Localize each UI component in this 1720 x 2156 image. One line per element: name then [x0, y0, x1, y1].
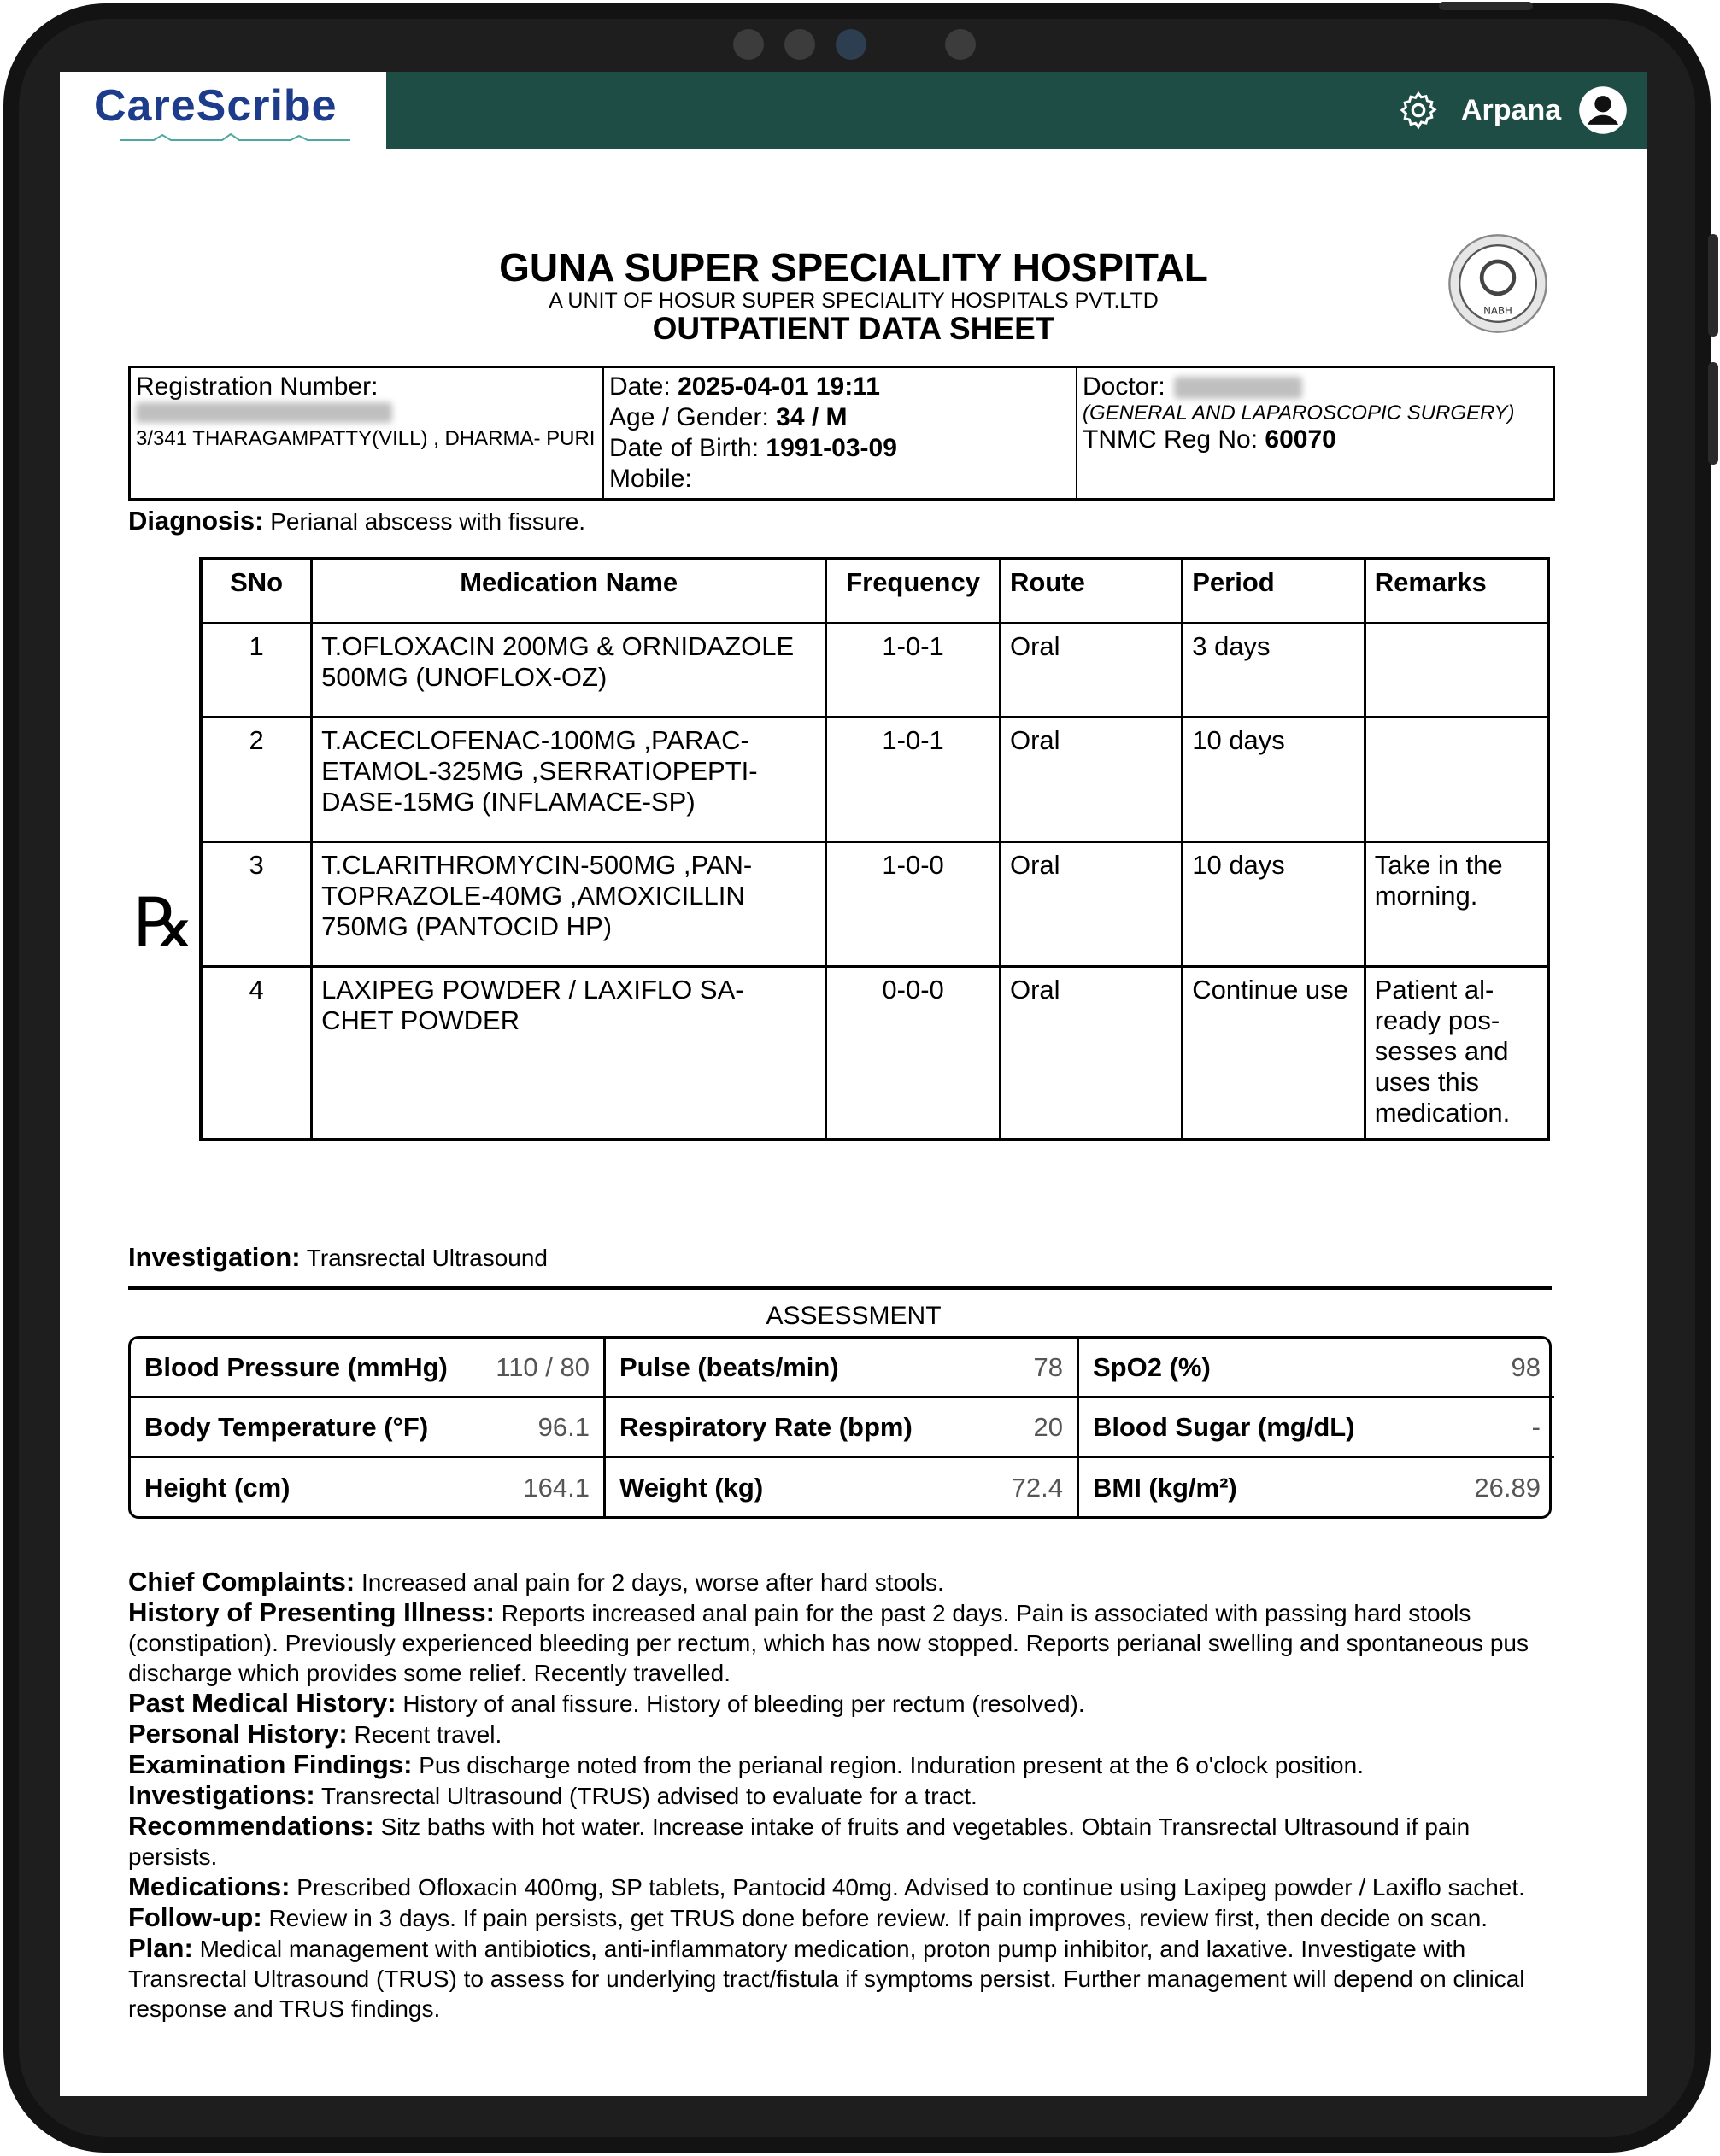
brand-name: CareScribe: [94, 81, 338, 131]
note-text: Sitz baths with hot water. Increase intake of fruits and vegetables. Obtain Transrectal Ultrasound if pain persists.: [128, 1813, 1471, 1870]
note-text: Pus discharge noted from the perianal region. Induration present at the 6 o'clock position.: [419, 1752, 1364, 1778]
tnmc-reg: [1083, 425, 1547, 455]
note-follow-up: [128, 1902, 1564, 1933]
note-label: Personal History:: [128, 1719, 348, 1749]
sno-cell: 3: [201, 842, 312, 967]
doctor-name-redacted: [1174, 377, 1302, 399]
remarks-cell: [1365, 718, 1548, 842]
col-header-remarks: Remarks: [1365, 559, 1548, 624]
vital-label: Height (cm): [144, 1473, 291, 1503]
note-plan: [128, 1933, 1564, 2024]
visit-column: [604, 368, 1077, 498]
diagnosis: [128, 506, 585, 536]
period-cell: Continue use: [1183, 967, 1365, 1140]
dob-label: Date of Birth:: [609, 434, 760, 462]
mobile-label: Mobile:: [609, 465, 692, 493]
vital-value: 78: [1033, 1351, 1063, 1382]
note-text: Increased anal pain for 2 days, worse after hard stools.: [361, 1569, 944, 1596]
note-examination-findings: [128, 1749, 1564, 1780]
vital-body-temperature: [131, 1398, 606, 1458]
frequency-cell: 1-0-1: [826, 718, 1001, 842]
vital-height: [131, 1458, 606, 1518]
vital-blood-pressure: [131, 1339, 606, 1398]
app-header: [60, 72, 1647, 149]
table-row: [201, 842, 1548, 967]
route-cell: Oral: [1000, 718, 1182, 842]
col-header-medication: Medication Name: [312, 559, 826, 624]
note-text: Medical management with antibiotics, anti-inflammatory medication, proton pump inhibitor, and laxative. Investigate with Transrectal Ultrasound (TRUS) to assess for underlying tract/fistula if symptoms persist. Further management will depend on clinical response and TRUS findings.: [128, 1936, 1525, 2022]
assessment-grid: [128, 1336, 1552, 1519]
period-cell: 3 days: [1183, 624, 1365, 718]
user-name[interactable]: Arpana: [1461, 94, 1562, 126]
note-label: Plan:: [128, 1933, 193, 1963]
vital-label: Respiratory Rate (bpm): [619, 1411, 913, 1442]
camera-dot: [945, 29, 976, 60]
note-medications: [128, 1872, 1564, 1902]
note-chief-complaints: [128, 1567, 1564, 1597]
note-recommendations: [128, 1811, 1564, 1872]
date-of-birth: [609, 433, 1071, 464]
note-past-medical-history: [128, 1688, 1564, 1719]
note-label: Follow-up:: [128, 1902, 262, 1932]
settings-gear-icon[interactable]: [1397, 89, 1440, 132]
dob-value: 1991-03-09: [766, 434, 897, 462]
screen: [60, 72, 1647, 2096]
vital-value: 26.89: [1474, 1473, 1541, 1503]
note-label: Medications:: [128, 1872, 291, 1901]
col-header-period: Period: [1183, 559, 1365, 624]
doctor-department: (GENERAL AND LAPAROSCOPIC SURGERY): [1083, 401, 1515, 425]
diagnosis-value: Perianal abscess with fissure.: [270, 508, 586, 535]
vital-pulse: [606, 1339, 1079, 1398]
seal-label: NABH: [1483, 304, 1512, 317]
vital-value: 164.1: [523, 1473, 590, 1503]
outpatient-document: [60, 149, 1647, 2096]
patient-name-redacted: [136, 402, 597, 428]
col-header-frequency: Frequency: [826, 559, 1001, 624]
patient-address: 3/341 THARAGAMPATTY(VILL) , DHARMA- PURI: [136, 427, 596, 450]
age-gender-label: Age / Gender:: [609, 403, 769, 431]
side-button: [1708, 234, 1718, 337]
note-personal-history: [128, 1719, 1564, 1749]
user-avatar-icon[interactable]: [1578, 85, 1628, 135]
top-button: [1439, 2, 1533, 10]
note-text: Prescribed Ofloxacin 400mg, SP tablets, Pantocid 40mg. Advised to continue using Laxipeg powder / Laxiflo sachet.: [296, 1874, 1525, 1901]
sno-cell: 4: [201, 967, 312, 1140]
vital-respiratory-rate: [606, 1398, 1079, 1458]
col-header-sno: SNo: [201, 559, 312, 624]
doctor-label: Doctor:: [1083, 372, 1165, 401]
medication-name-cell: LAXIPEG POWDER / LAXIFLO SA- CHET POWDER: [312, 967, 826, 1140]
date-label: Date:: [609, 372, 671, 401]
note-label: Investigations:: [128, 1780, 315, 1810]
date-value: 2025-04-01 19:11: [678, 372, 880, 401]
note-text: History of anal fissure. History of bleeding per rectum (resolved).: [402, 1690, 1085, 1717]
registration-label: Registration Number:: [136, 372, 379, 401]
medication-table: [199, 557, 1550, 1141]
camera-lens: [836, 29, 866, 60]
table-row: [201, 967, 1548, 1140]
camera-dot: [784, 29, 815, 60]
vital-weight: [606, 1458, 1079, 1518]
sheet-title: OUTPATIENT DATA SHEET: [652, 311, 1055, 346]
remarks-cell: [1365, 624, 1548, 718]
frequency-cell: 1-0-1: [826, 624, 1001, 718]
hospital-subtitle: A UNIT OF HOSUR SUPER SPECIALITY HOSPITALS PVT.LTD: [549, 289, 1159, 313]
note-label: Examination Findings:: [128, 1749, 413, 1779]
remarks-cell: Take in the morning.: [1365, 842, 1548, 967]
vital-label: Blood Pressure (mmHg): [144, 1351, 448, 1382]
doctor: [1083, 372, 1547, 402]
route-cell: Oral: [1000, 624, 1182, 718]
note-label: History of Presenting Illness:: [128, 1597, 495, 1627]
vital-label: Pulse (beats/min): [619, 1351, 839, 1382]
note-label: Past Medical History:: [128, 1688, 396, 1718]
table-row: [201, 718, 1548, 842]
rx-symbol-icon: ℞: [133, 883, 195, 963]
doctor-column: [1077, 368, 1553, 498]
section-divider: [128, 1286, 1552, 1290]
assessment-title: ASSESSMENT: [766, 1302, 942, 1330]
note-text: Review in 3 days. If pain persists, get TRUS done before review. If pain improves, review first, then decide on scan.: [268, 1905, 1488, 1931]
clinical-notes: [128, 1567, 1564, 2024]
vital-value: 20: [1033, 1411, 1063, 1442]
age-gender-value: 34 / M: [776, 403, 848, 431]
route-cell: Oral: [1000, 842, 1182, 967]
sno-cell: 1: [201, 624, 312, 718]
investigation-label: Investigation:: [128, 1242, 301, 1272]
app-logo[interactable]: [60, 72, 386, 149]
vital-label: Blood Sugar (mg/dL): [1093, 1411, 1355, 1442]
vital-bmi: [1079, 1458, 1554, 1518]
note-text: Reports increased anal pain for the past 2 days. Pain is associated with passing hard stools (constipation). Previously experienced bleeding per rectum, which has now stopped. Reports perianal swelling and spontaneous pus discharge which provides some relief. Recently travelled.: [128, 1600, 1529, 1686]
frequency-cell: 1-0-0: [826, 842, 1001, 967]
vital-value: -: [1531, 1411, 1541, 1442]
vital-value: 72.4: [1011, 1473, 1063, 1503]
remarks-cell: Patient al- ready pos- sesses and uses this medication.: [1365, 967, 1548, 1140]
vital-label: BMI (kg/m²): [1093, 1473, 1237, 1503]
investigation: [128, 1242, 548, 1273]
vital-value: 110 / 80: [496, 1351, 590, 1382]
vital-label: SpO2 (%): [1093, 1351, 1211, 1382]
registration-column: [131, 368, 604, 498]
patient-info-box: [128, 366, 1555, 501]
visit-date: [609, 372, 1071, 402]
note-history-presenting-illness: [128, 1597, 1564, 1688]
note-investigations: [128, 1780, 1564, 1811]
tnmc-reg-label: TNMC Reg No:: [1083, 425, 1259, 454]
col-header-route: Route: [1000, 559, 1182, 624]
note-label: Chief Complaints:: [128, 1567, 355, 1596]
side-button: [1708, 362, 1718, 465]
vital-label: Weight (kg): [619, 1473, 764, 1503]
medication-name-cell: T.CLARITHROMYCIN-500MG ,PAN- TOPRAZOLE-40MG ,AMOXICILLIN 750MG (PANTOCID HP): [312, 842, 826, 967]
sno-cell: 2: [201, 718, 312, 842]
diagnosis-label: Diagnosis:: [128, 506, 264, 536]
vital-label: Body Temperature (°F): [144, 1411, 429, 1442]
vital-value: 98: [1511, 1351, 1541, 1382]
medication-name-cell: T.OFLOXACIN 200MG & ORNIDAZOLE 500MG (UNOFLOX-OZ): [312, 624, 826, 718]
vital-value: 96.1: [537, 1411, 590, 1442]
period-cell: 10 days: [1183, 842, 1365, 967]
logo-wave-icon: [120, 133, 350, 142]
nabh-seal-icon: [1447, 233, 1548, 334]
vital-blood-sugar: [1079, 1398, 1554, 1458]
hospital-name: GUNA SUPER SPECIALITY HOSPITAL: [499, 245, 1208, 290]
tnmc-reg-value: 60070: [1265, 425, 1336, 454]
medication-name-cell: T.ACECLOFENAC-100MG ,PARAC- ETAMOL-325MG ,SERRATIOPEPTI- DASE-15MG (INFLAMACE-SP): [312, 718, 826, 842]
investigation-value: Transrectal Ultrasound: [306, 1245, 548, 1271]
note-text: Recent travel.: [354, 1721, 502, 1748]
note-label: Recommendations:: [128, 1811, 374, 1841]
note-text: Transrectal Ultrasound (TRUS) advised to evaluate for a tract.: [321, 1783, 977, 1809]
camera-dot: [733, 29, 764, 60]
frequency-cell: 0-0-0: [826, 967, 1001, 1140]
age-gender: [609, 402, 1071, 433]
period-cell: 10 days: [1183, 718, 1365, 842]
medication-header-row: [201, 559, 1548, 624]
vital-spo2: [1079, 1339, 1554, 1398]
table-row: [201, 624, 1548, 718]
route-cell: Oral: [1000, 967, 1182, 1140]
